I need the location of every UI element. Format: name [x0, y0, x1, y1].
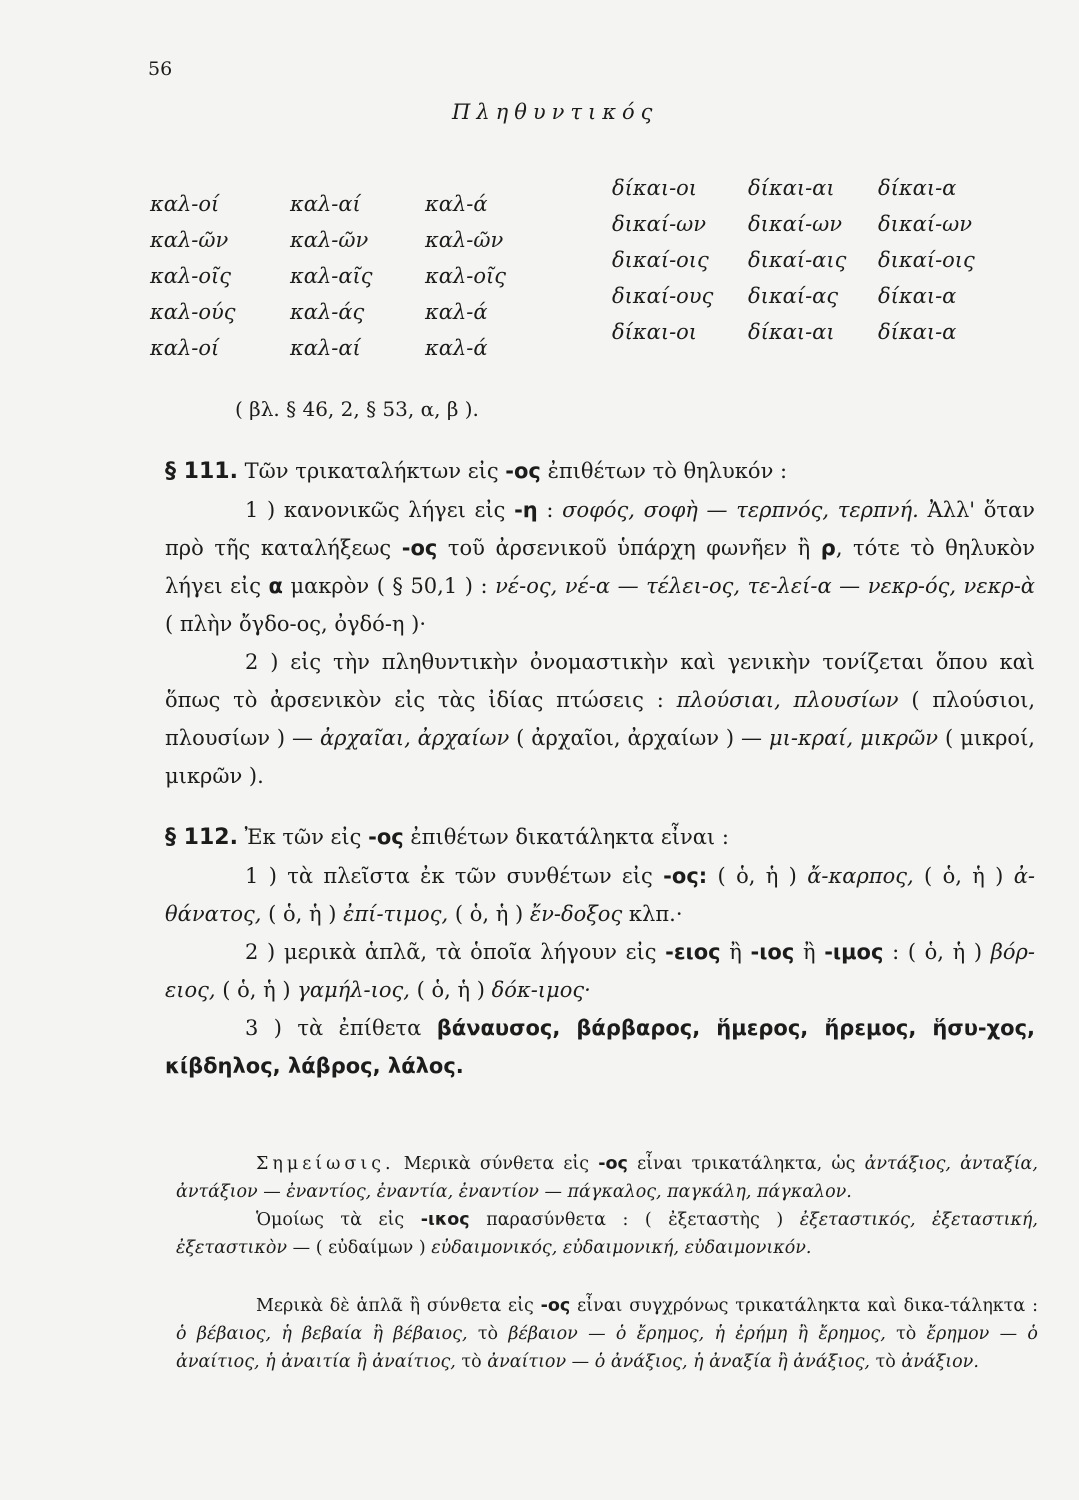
ending: ρ — [820, 536, 836, 560]
example: σοφός, σοφὴ — τερπνός, τερπνή. — [562, 498, 919, 522]
section-111 — [165, 452, 1035, 795]
text: τὸ — [875, 1352, 896, 1372]
ending: -ικος — [420, 1210, 470, 1230]
text: : ( ὁ, ἡ ) — [892, 940, 983, 964]
ending: -ος — [368, 825, 404, 849]
example: βόρ-ειος, — [165, 940, 1035, 1002]
ending: -ος — [598, 1154, 628, 1174]
form: δικαί-ας — [748, 284, 839, 308]
form: καλ-αί — [290, 192, 361, 216]
text: — ( εὐδαίμων ) — [292, 1238, 426, 1258]
form: καλ-οῖς — [150, 264, 231, 288]
text: ( ὁ, ἡ ) — [454, 902, 524, 926]
example: δόκ-ιμος· — [491, 978, 591, 1002]
text: 3 ) τὰ ἐπίθετα — [245, 1016, 422, 1040]
ending: -ιμος — [824, 940, 884, 964]
example: πλούσιαι, πλουσίων — [676, 688, 899, 712]
text: Ἀλλ' ὅταν πρὸ τῆς καταλήξεως — [165, 498, 1035, 560]
form: καλ-ά — [425, 336, 488, 360]
text: εἶναι συγχρόνως τρικατάληκτα καὶ δικα-τάληκτα : — [577, 1296, 1038, 1316]
form: καλ-ῶν — [150, 228, 229, 252]
text: Μερικὰ σύνθετα εἰς — [403, 1154, 590, 1174]
form: καλ-ούς — [150, 300, 236, 324]
form: καλ-αῖς — [290, 264, 373, 288]
form: δίκαι-α — [878, 176, 957, 200]
text: 1 ) τὰ πλεῖστα ἐκ τῶν συνθέτων εἰς — [245, 864, 653, 888]
note-paragraph-2 — [176, 1292, 1038, 1376]
text: Τῶν τρικαταλήκτων εἰς — [244, 459, 499, 483]
ending: -ειος — [665, 940, 721, 964]
paradigm-column-masculine-2 — [612, 170, 713, 350]
example: ἐξεταστικός, ἐξεταστική, ἐξεταστικὸν — [176, 1210, 1038, 1258]
example: βέβαιον — ὁ ἔρημος, ἡ ἐρήμη ἢ ἔρημος, — [508, 1324, 886, 1344]
text: ( πλὴν ὄγδο-ος, ὀγδό-η )· — [165, 612, 427, 636]
ending: -η — [514, 498, 538, 522]
form: δίκαι-οι — [612, 176, 698, 200]
form: δίκαι-αι — [748, 320, 835, 344]
section-number: § 112. — [165, 825, 238, 850]
paradigm-column-feminine — [290, 186, 373, 366]
example: ἐπί-τιμος, — [343, 902, 449, 926]
text: παρασύνθετα : ( ἐξεταστὴς ) — [486, 1210, 784, 1230]
plural-heading: Πληθυντικός — [452, 100, 659, 124]
form: δίκαι-αι — [748, 176, 835, 200]
text: ἢ — [802, 940, 816, 964]
text: 2 ) μερικὰ ἁπλᾶ, τὰ ὁποῖα λήγουν εἰς — [245, 940, 657, 964]
ending: α — [268, 574, 283, 598]
form: δικαί-οις — [878, 248, 975, 272]
form: καλ-ῶν — [425, 228, 504, 252]
form: καλ-οί — [150, 192, 220, 216]
text: ( μικροί, μικρῶν ). — [165, 726, 1035, 788]
example: εὐδαιμονικός, εὐδαιμονική, εὐδαιμονικόν. — [431, 1238, 812, 1258]
section-number: § 111. — [165, 459, 238, 484]
text: 2 ) εἰς τὴν πληθυντικὴν ὀνομαστικὴν καὶ γενικὴν τονίζεται ὅπου καὶ ὅπως τὸ ἀρσενικὸν εἰς τὰς ἰδίας πτώσεις : — [165, 650, 1035, 712]
text: Ὁμοίως τὰ εἰς — [256, 1210, 405, 1230]
bold-adjectives: βάναυσος, βάρβαρος, ἥμερος, ἤρεμος, ἥσυ-χος, κίβδηλος, λάβρος, λάλος. — [165, 1016, 1035, 1078]
form: καλ-αί — [290, 336, 361, 360]
example: ἀναίτιον — ὁ ἀνάξιος, ἡ ἀναξία ἢ ἀνάξιος, — [487, 1352, 870, 1372]
text: Ἐκ τῶν εἰς — [244, 825, 362, 849]
example: νέ-ος, νέ-α — τέλει-ος, τε-λεί-α — νεκρ-ός, νεκρ-ὰ — [495, 574, 1035, 598]
text: ( ὁ, ἡ ) — [222, 978, 291, 1002]
text: ( ὁ, ἡ ) — [924, 864, 1004, 888]
text: 1 ) κανονικῶς λήγει εἰς — [245, 498, 506, 522]
form: δικαί-αις — [748, 248, 847, 272]
example: μι-κραί, μικρῶν — [769, 726, 939, 750]
example: ἔν-δοξος — [529, 902, 623, 926]
form: καλ-οῖς — [425, 264, 506, 288]
ending: -ος — [401, 536, 438, 560]
form: καλ-ά — [425, 192, 488, 216]
form: δικαί-ους — [612, 284, 714, 308]
form: δίκαι-οι — [612, 320, 698, 344]
form: δικαί-ων — [612, 212, 707, 236]
text: , τότε τὸ θηλυκὸν λήγει εἰς — [165, 536, 1036, 598]
section-112 — [165, 818, 1035, 1085]
text: μακρὸν ( § 50,1 ) : — [290, 574, 488, 598]
page-number: 56 — [148, 58, 173, 80]
form: καλ-οί — [150, 336, 220, 360]
text: τὸ — [461, 1352, 482, 1372]
example: ἔρημον — ὁ ἀναίτιος, ἡ ἀναιτία ἢ ἀναίτιος, — [176, 1324, 1038, 1372]
ending: -ος — [505, 459, 541, 483]
example: ἀντάξιος, ἀνταξία, ἀντάξιον — ἐναντίος, ἐναντία, ἐναντίον — πάγκαλος, παγκάλη, πάγκαλον. — [176, 1154, 1038, 1202]
form: καλ-ῶν — [290, 228, 369, 252]
text: ( ὁ, ἡ ) — [416, 978, 485, 1002]
note-label: Σημείωσις. — [256, 1154, 395, 1174]
text: ( ὁ, ἡ ) — [717, 864, 797, 888]
text: ( πλούσιοι, πλουσίων ) — — [165, 688, 1035, 750]
text: τοῦ ἀρσενικοῦ ὑπάρχη φωνῆεν ἢ — [447, 536, 811, 560]
text: εἶναι τρικατάληκτα, ὡς — [637, 1154, 856, 1174]
text: : — [546, 498, 554, 522]
example: ὁ βέβαιος, ἡ βεβαία ἢ βέβαιος, — [176, 1324, 468, 1344]
example: ἄ-καρπος, — [807, 864, 914, 888]
ending: -ος — [540, 1296, 571, 1316]
form: δίκαι-α — [878, 284, 957, 308]
text: ( ἀρχαῖοι, ἀρχαίων ) — — [516, 726, 763, 750]
form: καλ-ά — [425, 300, 488, 324]
cross-reference: ( βλ. § 46, 2, § 53, α, β ). — [235, 397, 479, 421]
example: ἀ-θάνατος, — [165, 864, 1036, 926]
paradigm-column-feminine-2 — [748, 170, 846, 350]
ending: -ος: — [663, 864, 708, 888]
paradigm-column-masculine — [150, 186, 236, 366]
note-paragraph-1 — [176, 1150, 1038, 1262]
form: δικαί-ων — [878, 212, 973, 236]
form: δίκαι-α — [878, 320, 957, 344]
ending: -ιος — [750, 940, 795, 964]
form: δικαί-οις — [612, 248, 709, 272]
example: ἀνάξιον. — [901, 1352, 979, 1372]
text: τὸ — [477, 1324, 499, 1344]
text: Μερικὰ δὲ ἁπλᾶ ἢ σύνθετα εἰς — [256, 1296, 534, 1316]
form: δικαί-ων — [748, 212, 843, 236]
text: ἐπιθέτων δικατάληκτα εἶναι : — [410, 825, 729, 849]
text: κλπ.· — [628, 902, 683, 926]
example: γαμήλ-ιος, — [297, 978, 410, 1002]
form: καλ-άς — [290, 300, 365, 324]
example: ἀρχαῖαι, ἀρχαίων — [319, 726, 510, 750]
text: ἐπιθέτων τὸ θηλυκόν : — [547, 459, 788, 483]
text: τὸ — [896, 1324, 917, 1344]
text: ἢ — [729, 940, 742, 964]
paradigm-column-neuter-2 — [878, 170, 975, 350]
paradigm-column-neuter — [425, 186, 506, 366]
text: ( ὁ, ἡ ) — [268, 902, 337, 926]
